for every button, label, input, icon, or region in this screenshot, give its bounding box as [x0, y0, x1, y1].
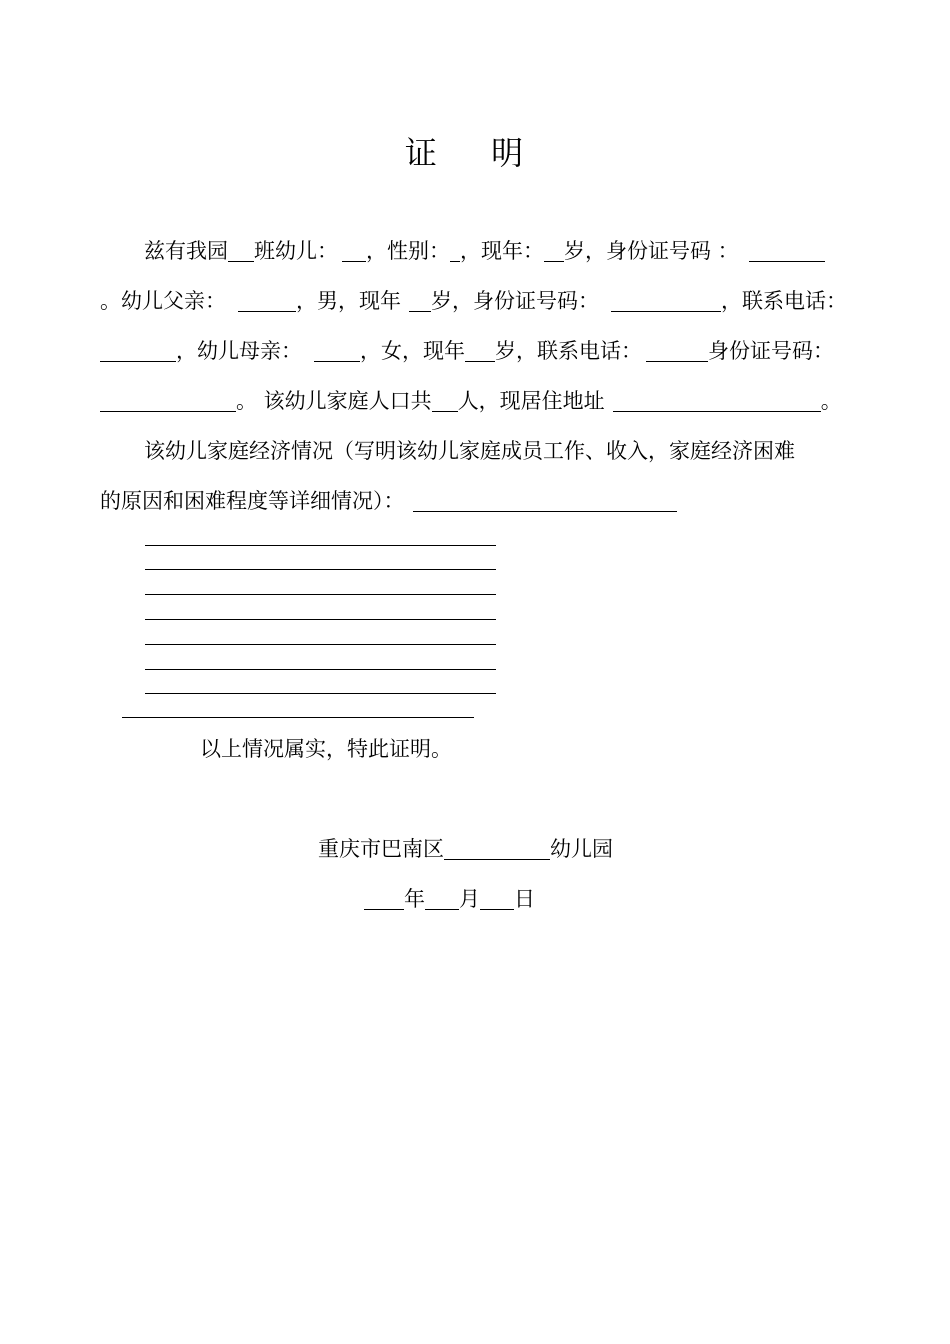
text: 以上情况属实，特此证明。 — [200, 737, 452, 761]
father-name-blank[interactable] — [238, 289, 296, 312]
mother-name-blank[interactable] — [314, 339, 360, 362]
year-blank[interactable] — [364, 887, 404, 910]
text: 岁，身份证号码 ： — [564, 239, 739, 263]
text: 身份证号码： — [708, 339, 834, 363]
text: 年 — [404, 887, 425, 911]
mother-phone-blank[interactable] — [646, 339, 708, 362]
para1-line2 — [100, 286, 847, 316]
text: 重庆市巴南区 — [318, 837, 444, 861]
month-blank[interactable] — [425, 887, 459, 910]
para2-line2 — [100, 486, 677, 516]
kindergarten-name-blank[interactable] — [444, 837, 550, 860]
writing-line-8[interactable] — [122, 717, 474, 718]
text: 幼儿园 — [550, 837, 613, 861]
text: 。 该幼儿家庭人口共 — [236, 389, 432, 413]
text: 兹有我园 — [144, 239, 228, 263]
text: ，性别： — [366, 239, 450, 263]
economic-situation-blank[interactable] — [413, 489, 677, 512]
id-number-blank[interactable] — [749, 239, 825, 262]
para1-line4 — [100, 386, 842, 416]
writing-line-3[interactable] — [145, 594, 496, 595]
text: 。幼儿父亲： — [100, 289, 226, 313]
household-size-blank[interactable] — [432, 389, 458, 412]
child-name-blank[interactable] — [342, 239, 366, 262]
gender-blank[interactable] — [450, 239, 460, 262]
mother-id-blank[interactable] — [100, 389, 236, 412]
para1-line3 — [100, 336, 834, 366]
address-blank[interactable] — [613, 389, 821, 412]
para1-line1 — [144, 236, 825, 266]
text: 日 — [514, 887, 535, 911]
text: 岁，身份证号码： — [431, 289, 599, 313]
closing-statement — [200, 734, 452, 764]
date-line — [364, 884, 535, 914]
writing-line-4[interactable] — [145, 619, 496, 620]
text: ，幼儿母亲： — [176, 339, 302, 363]
text: ，男，现年 — [296, 289, 401, 313]
class-blank[interactable] — [228, 239, 254, 262]
text: 的原因和困难程度等详细情况）： — [100, 489, 405, 513]
text: 该幼儿家庭经济情况（写明该幼儿家庭成员工作、收入，家庭经济困难 — [144, 439, 795, 463]
age-blank[interactable] — [544, 239, 564, 262]
text: 班幼儿： — [254, 239, 338, 263]
text: ，女，现年 — [360, 339, 465, 363]
writing-line-7[interactable] — [145, 693, 496, 694]
text: ，联系电话： — [721, 289, 847, 313]
day-blank[interactable] — [480, 887, 514, 910]
text: 人，现居住地址 — [457, 389, 605, 413]
father-id-blank[interactable] — [611, 289, 721, 312]
writing-line-5[interactable] — [145, 644, 496, 645]
para2-line1 — [144, 436, 795, 466]
writing-line-1[interactable] — [145, 545, 496, 546]
text: 。 — [820, 389, 842, 413]
text: ，现年： — [460, 239, 544, 263]
father-phone-blank[interactable] — [100, 339, 176, 362]
text: 月 — [459, 887, 480, 911]
father-age-blank[interactable] — [409, 289, 431, 312]
document-title: 证 明 — [404, 134, 546, 172]
signature-line — [318, 834, 613, 864]
writing-line-2[interactable] — [145, 569, 496, 570]
mother-age-blank[interactable] — [465, 339, 495, 362]
text: 岁，联系电话： — [495, 339, 642, 363]
writing-line-6[interactable] — [145, 669, 496, 670]
